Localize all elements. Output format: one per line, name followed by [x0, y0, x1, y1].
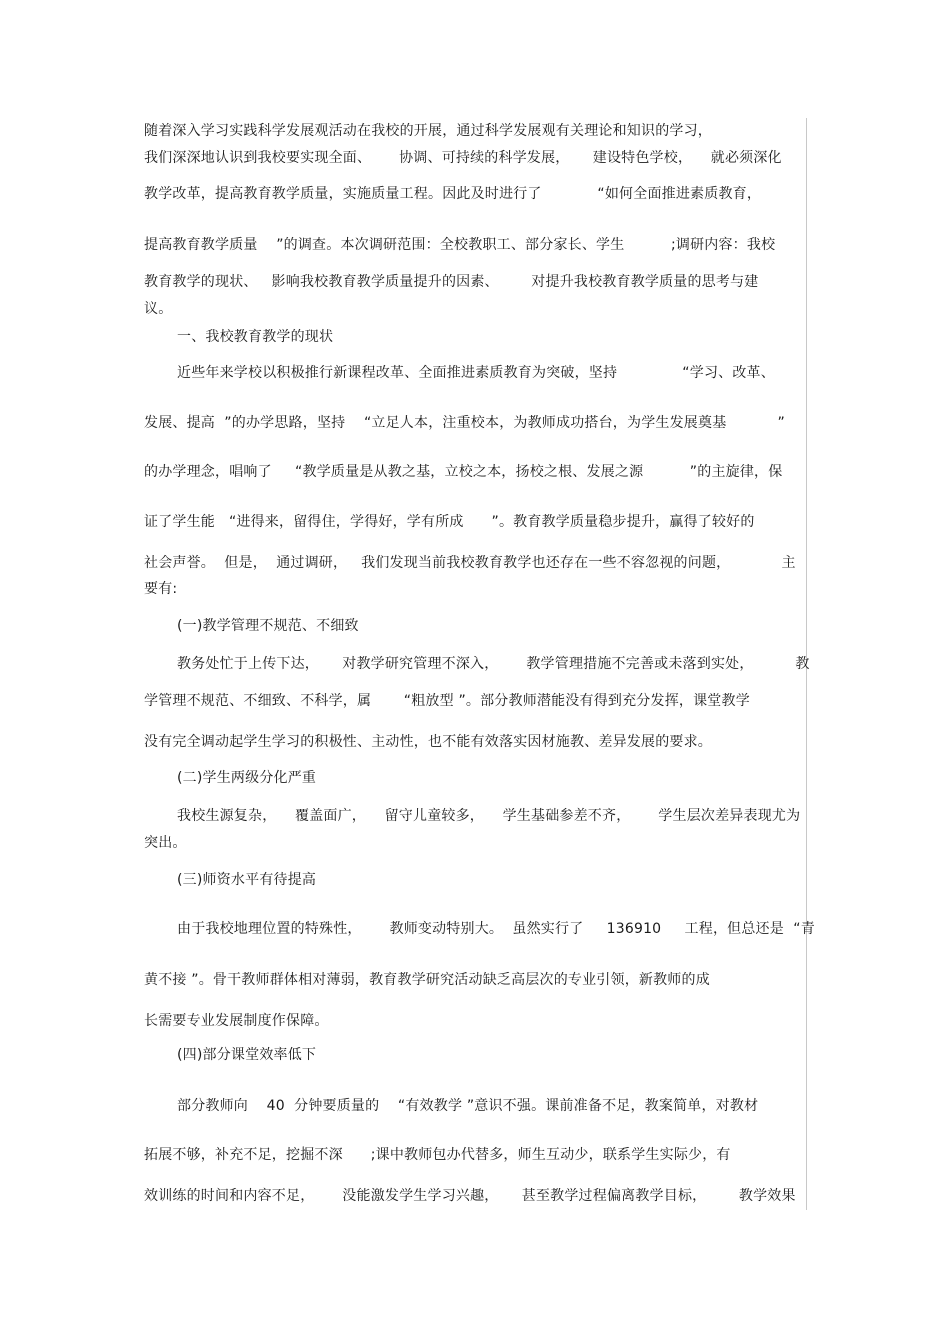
subsection-heading: (二)学生两级分化严重: [177, 770, 317, 786]
subsection-heading: (一)教学管理不规范、不细致: [177, 618, 359, 634]
text-line: 我们深深地认识到我校要实现全面、 协调、可持续的科学发展， 建设特色学校， 就必须深化: [144, 150, 782, 166]
text-line: 效训练的时间和内容不足， 没能激发学生学习兴趣， 甚至教学过程偏离教学目标， 教学效果: [144, 1188, 796, 1204]
subsection-heading: (三)师资水平有待提高: [177, 872, 317, 888]
text-line: 近些年来学校以积极推行新课程改革、全面推进素质教育为突破，坚持 “学习、改革、: [177, 365, 775, 381]
text-line: 的办学理念，唱响了 “教学质量是从教之基，立校之本，扬校之根、发展之源 ”的主旋律，保: [144, 464, 783, 480]
text-line: 社会声誉。 但是， 通过调研， 我们发现当前我校教育教学也还存在一些不容忽视的问题， 主: [144, 555, 796, 571]
text-line: 教育教学的现状、 影响我校教育教学质量提升的因素、 对提升我校教育教学质量的思考与建: [144, 274, 759, 290]
text-line: 我校生源复杂， 覆盖面广， 留守儿童较多， 学生基础参差不齐， 学生层次差异表现尤为: [177, 808, 801, 824]
text-line: 教学改革，提高教育教学质量，实施质量工程。因此及时进行了 “如何全面推进素质教育，: [144, 186, 762, 202]
text-line: 教务处忙于上传下达， 对教学研究管理不深入， 教学管理措施不完善或未落到实处， 教: [177, 656, 810, 672]
text-line: 学管理不规范、不细致、不科学，属 “粗放型 ”。部分教师潜能没有得到充分发挥，课堂教学: [144, 693, 750, 709]
text-line: 没有完全调动起学生学习的积极性、主动性，也不能有效落实因材施教、差异发展的要求。: [144, 734, 712, 750]
text-line: 要有:: [144, 581, 178, 597]
text-line: 突出。: [144, 835, 187, 851]
text-line: 证了学生能 “进得来，留得住，学得好，学有所成 ”。教育教学质量稳步提升，赢得了较好的: [144, 514, 755, 530]
text-line: 由于我校地理位置的特殊性， 教师变动特别大。 虽然实行了 136910 工程，但总还是 “青: [177, 921, 815, 937]
text-line: 长需要专业发展制度作保障。: [144, 1013, 329, 1029]
text-line: 部分教师向 40 分钟要质量的 “有效教学 ”意识不强。课前准备不足，教案简单，对教材: [177, 1098, 759, 1114]
subsection-heading: (四)部分课堂效率低下: [177, 1047, 317, 1063]
text-line: 随着深入学习实践科学发展观活动在我校的开展，通过科学发展观有关理论和知识的学习，: [144, 123, 712, 139]
text-line: 黄不接 ”。骨干教师群体相对薄弱，教育教学研究活动缺乏高层次的专业引领，新教师的成: [144, 972, 710, 988]
text-line: 议。: [144, 301, 173, 317]
text-line: 提高教育教学质量 ”的调查。本次调研范围：全校教职工、部分家长、学生 ;调研内容：我校: [144, 237, 776, 253]
text-line: 发展、提高 ”的办学思路，坚持 “立足人本，注重校本，为教师成功搭台，为学生发展奠基 ”: [144, 415, 786, 431]
text-line: 拓展不够，补充不足，挖掘不深 ;课中教师包办代替多，师生互动少，联系学生实际少，有: [144, 1147, 731, 1163]
section-heading: 一、我校教育教学的现状: [177, 329, 334, 345]
